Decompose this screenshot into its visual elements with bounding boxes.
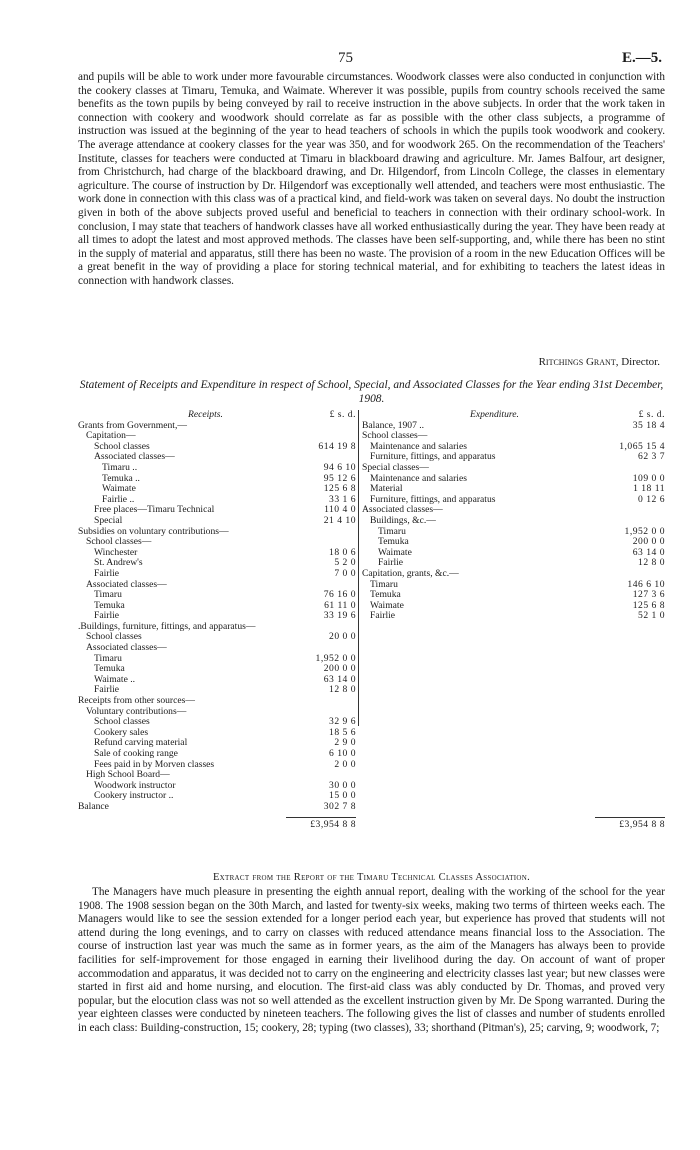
signature <box>539 356 660 368</box>
ledger-item-label: Furniture, fittings, and apparatus <box>370 493 496 505</box>
ledger-item-amount: 1 18 11 <box>633 483 665 495</box>
ledger-row <box>78 749 356 760</box>
receipts-heading: Receipts. <box>188 409 223 420</box>
ledger-item-label: Temuka <box>370 589 401 601</box>
ledger-item-label: Grants from Government,— <box>78 419 187 431</box>
ledger-spacer <box>362 738 665 749</box>
ledger-item-amount: 2 0 0 <box>334 758 356 770</box>
expenditure-heading: Expenditure. <box>470 409 519 420</box>
ledger-total-row <box>362 817 665 828</box>
ledger-item-amount: 35 18 4 <box>632 419 665 431</box>
ledger-item-amount: 18 0 6 <box>329 546 356 558</box>
ledger-spacer <box>362 622 665 633</box>
ledger-item-amount: 76 16 0 <box>323 589 356 601</box>
ledger-item-label: Fairlie <box>378 557 404 569</box>
ledger-item-label: School classes <box>94 716 150 728</box>
ledger-row <box>362 474 665 485</box>
ledger-item-amount: 62 3 7 <box>638 451 665 463</box>
ledger-item-label: .Buildings, furniture, fittings, and apparatus— <box>78 620 256 632</box>
ledger-spacer <box>362 717 665 728</box>
ledger-item-amount: 30 0 0 <box>329 779 356 791</box>
ledger-row <box>78 558 356 569</box>
ledger-spacer <box>362 781 665 792</box>
ledger-spacer <box>362 802 665 813</box>
receipts-column <box>78 409 356 830</box>
ledger-item-amount: 2 9 0 <box>334 737 356 749</box>
ledger-item-label: Voluntary contributions— <box>86 705 187 717</box>
ledger-row <box>78 675 356 686</box>
ledger-item-label: Fairlie <box>370 610 396 622</box>
ledger-item-amount: 302 7 8 <box>323 800 356 812</box>
ledger-spacer <box>362 685 665 696</box>
ledger-item-label: Timaru <box>378 525 406 537</box>
ledger-item-amount: 18 5 6 <box>329 726 356 738</box>
ledger-item-label: Refund carving material <box>94 737 188 749</box>
ledger-item-label: Free places—Timaru Technical <box>94 504 215 516</box>
ledger-item-label: Fairlie <box>94 684 120 696</box>
ledger-item-label: Waimate <box>378 546 412 558</box>
ledger-item-amount: 20 0 0 <box>329 631 356 643</box>
ledger-item-label: Special classes— <box>362 461 429 473</box>
ledger-spacer <box>362 728 665 739</box>
statement-caption: Statement of Receipts and Expenditure in respect of School, Special, and Associated Classes for the Year ending 31st December, 1908. <box>79 379 664 405</box>
ledger-spacer <box>362 791 665 802</box>
ledger-item-label: Fairlie <box>94 567 120 579</box>
ledger-total-row <box>78 817 356 828</box>
ledger-item-label: Associated classes— <box>86 642 167 654</box>
ledger-row <box>78 463 356 474</box>
ledger-spacer <box>362 760 665 771</box>
ledger-item-amount: 1,952 0 0 <box>315 652 356 664</box>
ledger-item-amount: 5 2 0 <box>334 557 356 569</box>
ledger-item-label: Timaru <box>94 652 122 664</box>
ledger-item-amount: 61 11 0 <box>324 599 356 611</box>
ledger-item-label: Special <box>94 514 123 526</box>
ledger-row <box>78 601 356 612</box>
ledger-spacer <box>362 632 665 643</box>
ledger-item-label: Buildings, &c.— <box>370 514 436 526</box>
ledger-item-label: Material <box>370 483 403 495</box>
ledger-item-amount: 1,952 0 0 <box>624 525 665 537</box>
ledger-item-amount: 63 14 0 <box>323 673 356 685</box>
ledger-item-label: Waimate .. <box>94 673 136 685</box>
ledger-item-label: Maintenance and salaries <box>370 440 467 452</box>
ledger-item-label: Balance <box>78 800 109 812</box>
ledger-spacer <box>362 707 665 718</box>
ledger-item-label: Winchester <box>94 546 138 558</box>
ledger-item-amount: 200 0 0 <box>323 663 356 675</box>
ledger-item-amount: 63 14 0 <box>632 546 665 558</box>
ledger-item-amount: 7 0 0 <box>334 567 356 579</box>
ledger-item-amount: 33 1 6 <box>329 493 356 505</box>
ledger-item-label: Associated classes— <box>86 578 167 590</box>
ledger-item-label: Temuka <box>94 663 125 675</box>
ledger-item-amount: 21 4 10 <box>323 514 356 526</box>
ledger-item-label: Cookery sales <box>94 726 149 738</box>
signatory-title: Director. <box>621 356 660 368</box>
column-divider <box>358 410 359 726</box>
receipts-expenditure-table <box>78 409 665 830</box>
ledger-item-label: Timaru <box>94 589 122 601</box>
ledger-row <box>362 569 665 580</box>
ledger-item-amount: 52 1 0 <box>638 610 665 622</box>
ledger-item-amount: 125 6 8 <box>632 599 665 611</box>
ledger-item-label: Cookery instructor .. <box>94 790 174 802</box>
ledger-spacer <box>362 770 665 781</box>
ledger-spacer <box>362 749 665 760</box>
ledger-item-label: Temuka <box>378 536 409 548</box>
ledger-item-amount: 0 12 6 <box>638 493 665 505</box>
ledger-item-amount: 12 8 0 <box>329 684 356 696</box>
ledger-row <box>362 611 665 622</box>
ledger-spacer <box>362 696 665 707</box>
currency-heading: £ s. d. <box>638 409 665 420</box>
expenditure-column <box>362 409 665 830</box>
ledger-item-label: Temuka <box>94 599 125 611</box>
ledger-item-label: Capitation, grants, &c.— <box>362 567 459 579</box>
ledger-item-label: Fairlie <box>94 610 120 622</box>
ledger-row <box>78 802 356 813</box>
report-paragraph: and pupils will be able to work under more favourable circumstances. Woodwork classes were also conducted in conjunction with the cookery classes at Timaru, Temuka, and Waimate. Wherever it was possible, pupils from country schools received the same benefits as the town pupils by being conveyed by rail to receive instruction in the above subjects. In order that the work taken in connection with cookery and woodwork should correlate as far as possible with the other class subjects, a programme of instruction was issued at the beginning of the year to head teachers of schools in which the pupils took woodwork and cookery. The average attendance at cookery classes for the year was 350, and for woodwork 265. On the recommendation of the Teachers' Institute, classes for teachers were conducted at Timaru in blackboard drawing and agriculture. Mr. James Balfour, art designer, from Christchurch, had charge of the blackboard drawing, and Dr. Hilgendorf, from Lincoln College, the classes in elementary agriculture. The course of instruction by Dr. Hilgendorf was exceptionally well attended, and teachers were most enthusiastic. The work done in connection with this class was of a practical kind, and field-work was taken on several days. No doubt the instruction given in both of the above subjects proved useful and beneficial to teachers in connection with their ordinary school-work. In conclusion, I may state that teachers of handwork classes have all worked enthusiastically during the year. They have been ready at all times to adopt the latest and most approved methods. The classes have been self-supporting, and, while there has been no stint in the supply of material and apparatus, still there has been no waste. The provision of a room in the new Education Offices will be a great benefit in the way of providing a place for storing technical material, and for exhibiting to teachers the latest ideas in connection with handwork classes. <box>78 71 665 287</box>
ledger-item-amount: 32 9 6 <box>329 716 356 728</box>
ledger-item-amount: 110 4 0 <box>324 504 356 516</box>
ledger-item-label: Maintenance and salaries <box>370 472 467 484</box>
ledger-spacer <box>362 675 665 686</box>
ledger-item-label: Fairlie .. <box>102 493 135 505</box>
ledger-item-amount: 12 8 0 <box>638 557 665 569</box>
ledger-item-amount: 125 6 8 <box>323 483 356 495</box>
ledger-item-label: Timaru .. <box>102 461 138 473</box>
ledger-row <box>78 791 356 802</box>
ledger-row <box>78 516 356 527</box>
ledger-item-amount: 15 0 0 <box>329 790 356 802</box>
report-paragraph: The Managers have much pleasure in presenting the eighth annual report, dealing with the working of the school for the year 1908. The 1908 session began on the 30th March, and lasted for twenty-six weeks, making two terms of thirteen weeks each. The Managers would like to see the session extended for a longer period each year, but experience has proved that students will not attend during the long evenings, and to carry on classes with reduced attendance means financial loss to the Association. The course of instruction last year was much the same as in former years, as the aim of the Managers has always been to provide facilities for self-improvement for those engaged in earning their livelihood during the day. On account of want of proper accommodation and apparatus, it was decided not to carry on the engineering and electricity classes last year; but new classes were started in first aid and home nursing, and elocution. The first-aid class was ably conducted by Dr. Thomas, and proved very popular, but the elocution class was not so well attended as the excellent instruction given by Mr. De Spong warranted. During the year eighteen classes were conducted by nineteen teachers. The following gives the list of classes and number of students enrolled in each class: Building-construction, 15; cookery, 28; typing (two classes), 33; shorthand (Pitman's), 25; carving, 9; woodwork, 7; <box>78 886 665 1034</box>
ledger-item-label: Balance, 1907 .. <box>362 419 425 431</box>
ledger-spacer <box>362 643 665 654</box>
document-reference: E.—5. <box>621 50 662 66</box>
ledger-item-label: School classes <box>94 440 150 452</box>
ledger-item-label: School classes— <box>86 536 152 548</box>
ledger-total: £3,954 8 8 <box>286 817 356 831</box>
ledger-total: £3,954 8 8 <box>595 817 665 831</box>
ledger-item-label: Fees paid in by Morven classes <box>94 758 215 770</box>
signatory-name: Ritchings Grant, <box>538 356 619 368</box>
ledger-spacer <box>362 654 665 665</box>
ledger-row <box>78 569 356 580</box>
ledger-item-amount: 94 6 10 <box>323 461 356 473</box>
ledger-item-amount: 6 10 0 <box>329 748 356 759</box>
currency-heading: £ s. d. <box>329 409 356 420</box>
ledger-spacer <box>362 664 665 675</box>
ledger-item-label: Waimate <box>370 599 404 611</box>
ledger-item-amount: 1,065 15 4 <box>619 440 665 452</box>
ledger-row <box>362 590 665 601</box>
ledger-row <box>362 601 665 612</box>
ledger-row <box>362 516 665 527</box>
page-header <box>0 50 700 70</box>
ledger-item-label: Temuka .. <box>102 472 140 484</box>
ledger-row <box>362 548 665 559</box>
ledger-item-amount: 33 19 6 <box>323 610 356 622</box>
ledger-item-amount: 109 0 0 <box>632 472 665 484</box>
ledger-item-label: Sale of cooking range <box>94 748 178 759</box>
ledger-item-label: School classes <box>86 631 142 643</box>
ledger-item-label: Woodwork instructor <box>94 779 176 791</box>
extract-title: Extract from the Report of the Timaru Technical Classes Association. <box>212 872 531 883</box>
ledger-row <box>362 580 665 591</box>
ledger-item-amount: 146 6 10 <box>627 578 665 590</box>
ledger-row <box>362 463 665 474</box>
ledger-item-label: Subsidies on voluntary contributions— <box>78 525 229 537</box>
ledger-item-label: Waimate <box>102 483 136 495</box>
ledger-item-label: Timaru <box>370 578 398 590</box>
ledger-item-label: Capitation— <box>86 430 136 442</box>
ledger-item-amount: 614 19 8 <box>318 440 356 452</box>
page-number: 75 <box>338 50 353 66</box>
ledger-item-amount: 95 12 6 <box>323 472 356 484</box>
ledger-item-label: High School Board— <box>86 769 170 781</box>
ledger-item-label: Associated classes— <box>94 451 175 463</box>
ledger-item-label: Associated classes— <box>362 504 443 516</box>
ledger-item-amount: 200 0 0 <box>632 536 665 548</box>
ledger-item-label: St. Andrew's <box>94 557 143 569</box>
ledger-item-amount: 127 3 6 <box>632 589 665 601</box>
ledger-item-label: School classes— <box>362 430 428 442</box>
ledger-item-label: Receipts from other sources— <box>78 695 195 707</box>
ledger-item-label: Furniture, fittings, and apparatus <box>370 451 496 463</box>
